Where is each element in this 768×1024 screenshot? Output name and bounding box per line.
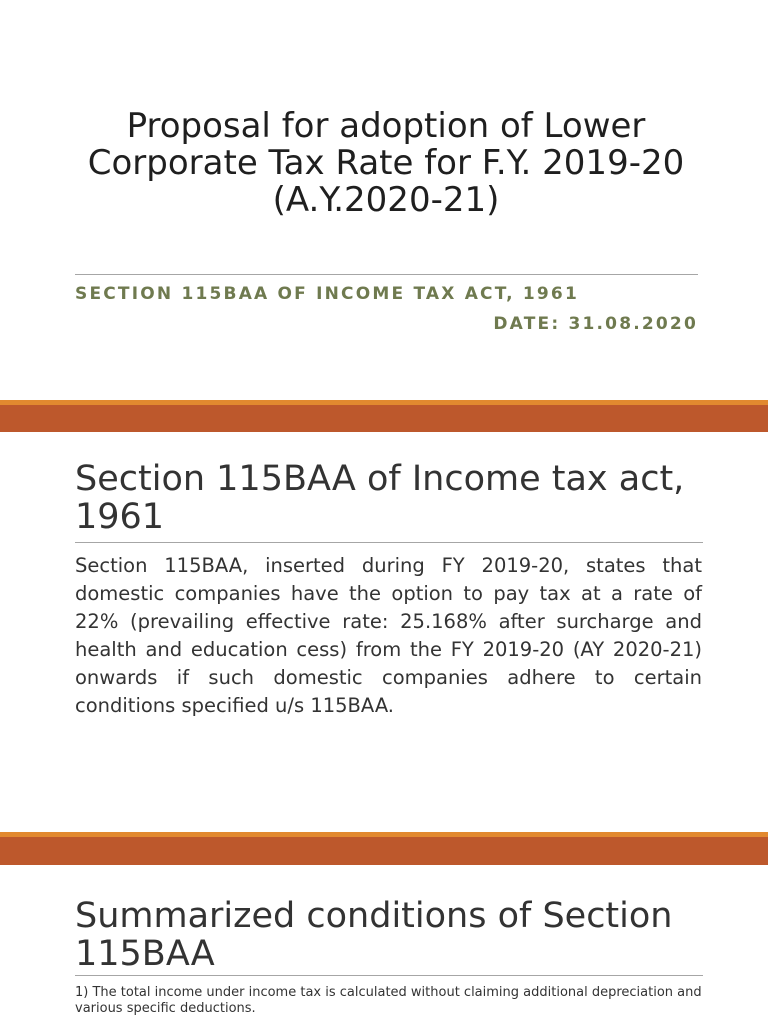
slide-separator [0,400,768,432]
heading-divider [75,542,703,543]
title-divider [75,274,698,275]
presentation-title: Proposal for adoption of Lower Corporate Tax Rate for F.Y. 2019-20 (A.Y.2020-21) [87,106,685,220]
slide-body-text: Section 115BAA, inserted during FY 2019-20, states that domestic companies have the option to pay tax at a rate of 22% (prevailing effective rate: 25.168% after surcharge and health and education cess) from the FY 2019-20 (AY 2020-21) onwards if such domestic companies adhere to certain conditions specified u/s 115BAA. [75,554,702,717]
subtitle-date: DATE: 31.08.2020 [493,314,698,334]
section-slide [0,432,768,832]
heading-divider [75,975,703,976]
slide-heading: Section 115BAA of Income tax act, 1961 [75,459,685,537]
slide-separator [0,832,768,865]
title-slide [0,0,768,400]
slide-heading: Summarized conditions of Section 115BAA [75,896,673,974]
condition-item: 1) The total income under income tax is calculated without claiming additional depreciation and various specific deductions. [75,985,702,1016]
conditions-slide [0,865,768,1024]
subtitle-section: SECTION 115BAA OF INCOME TAX ACT, 1961 [75,284,579,304]
